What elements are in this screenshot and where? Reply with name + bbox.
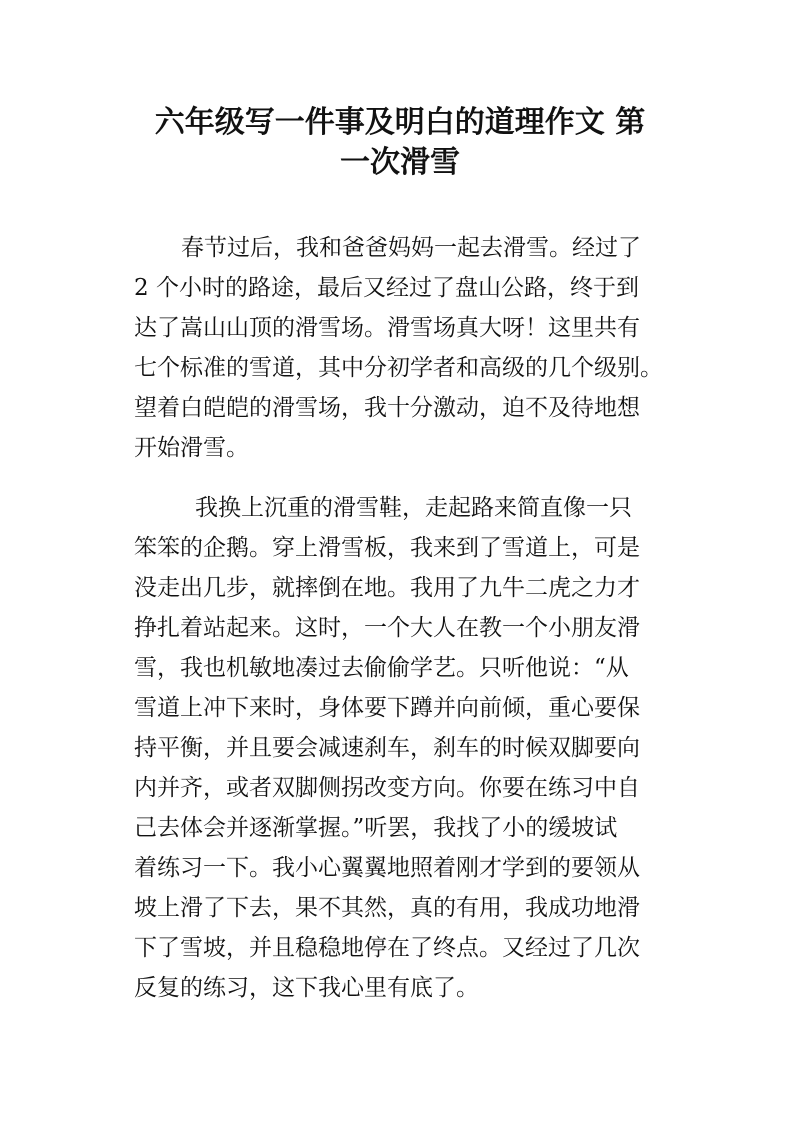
paragraph-line: 内并齐，或者双脚侧拐改变方向。你要在练习中自 xyxy=(134,775,640,801)
paragraph-line: 七个标准的雪道，其中分初学者和高级的几个级别。 xyxy=(134,355,663,381)
document-title-line-2: 一次滑雪 xyxy=(340,145,460,180)
document-title-line-1: 六年级写一件事及明白的道理作文 第 xyxy=(154,105,646,140)
paragraph-line: 反复的练习，这下我心里有底了。 xyxy=(134,975,479,1001)
paragraph-line: 达了嵩山山顶的滑雪场。滑雪场真大呀！这里共有 xyxy=(134,315,640,341)
paragraph-line: 雪，我也机敏地凑过去偷偷学艺。只听他说：“从 xyxy=(134,655,629,681)
paragraph-line: 雪道上冲下来时，身体要下蹲并向前倾，重心要保 xyxy=(134,695,640,721)
paragraph-line: 坡上滑了下去，果不其然，真的有用，我成功地滑 xyxy=(134,895,640,921)
paragraph-line: 己去体会并逐渐掌握。”听罢，我找了小的缓坡试 xyxy=(134,815,618,841)
paragraph-line: 望着白皑皑的滑雪场，我十分激动，迫不及待地想 xyxy=(134,395,640,421)
paragraph-line: 持平衡，并且要会减速刹车，刹车的时候双脚要向 xyxy=(134,735,640,761)
paragraph-line: 下了雪坡，并且稳稳地停在了终点。又经过了几次 xyxy=(134,935,640,961)
paragraph-line: 开始滑雪。 xyxy=(134,435,249,461)
paragraph-line: 没走出几步，就摔倒在地。我用了九牛二虎之力才 xyxy=(134,575,640,601)
paragraph-line: 2 个小时的路途，最后又经过了盘山公路，终于到 xyxy=(134,275,639,301)
paragraph-line: 笨笨的企鹅。穿上滑雪板，我来到了雪道上，可是 xyxy=(134,535,640,561)
paragraph-line: 春节过后，我和爸爸妈妈一起去滑雪。经过了 xyxy=(181,235,641,261)
paragraph-line: 我换上沉重的滑雪鞋，走起路来简直像一只 xyxy=(195,495,632,521)
paragraph-line: 挣扎着站起来。这时，一个大人在教一个小朋友滑 xyxy=(134,615,640,641)
paragraph-line: 着练习一下。我小心翼翼地照着刚才学到的要领从 xyxy=(134,855,640,881)
